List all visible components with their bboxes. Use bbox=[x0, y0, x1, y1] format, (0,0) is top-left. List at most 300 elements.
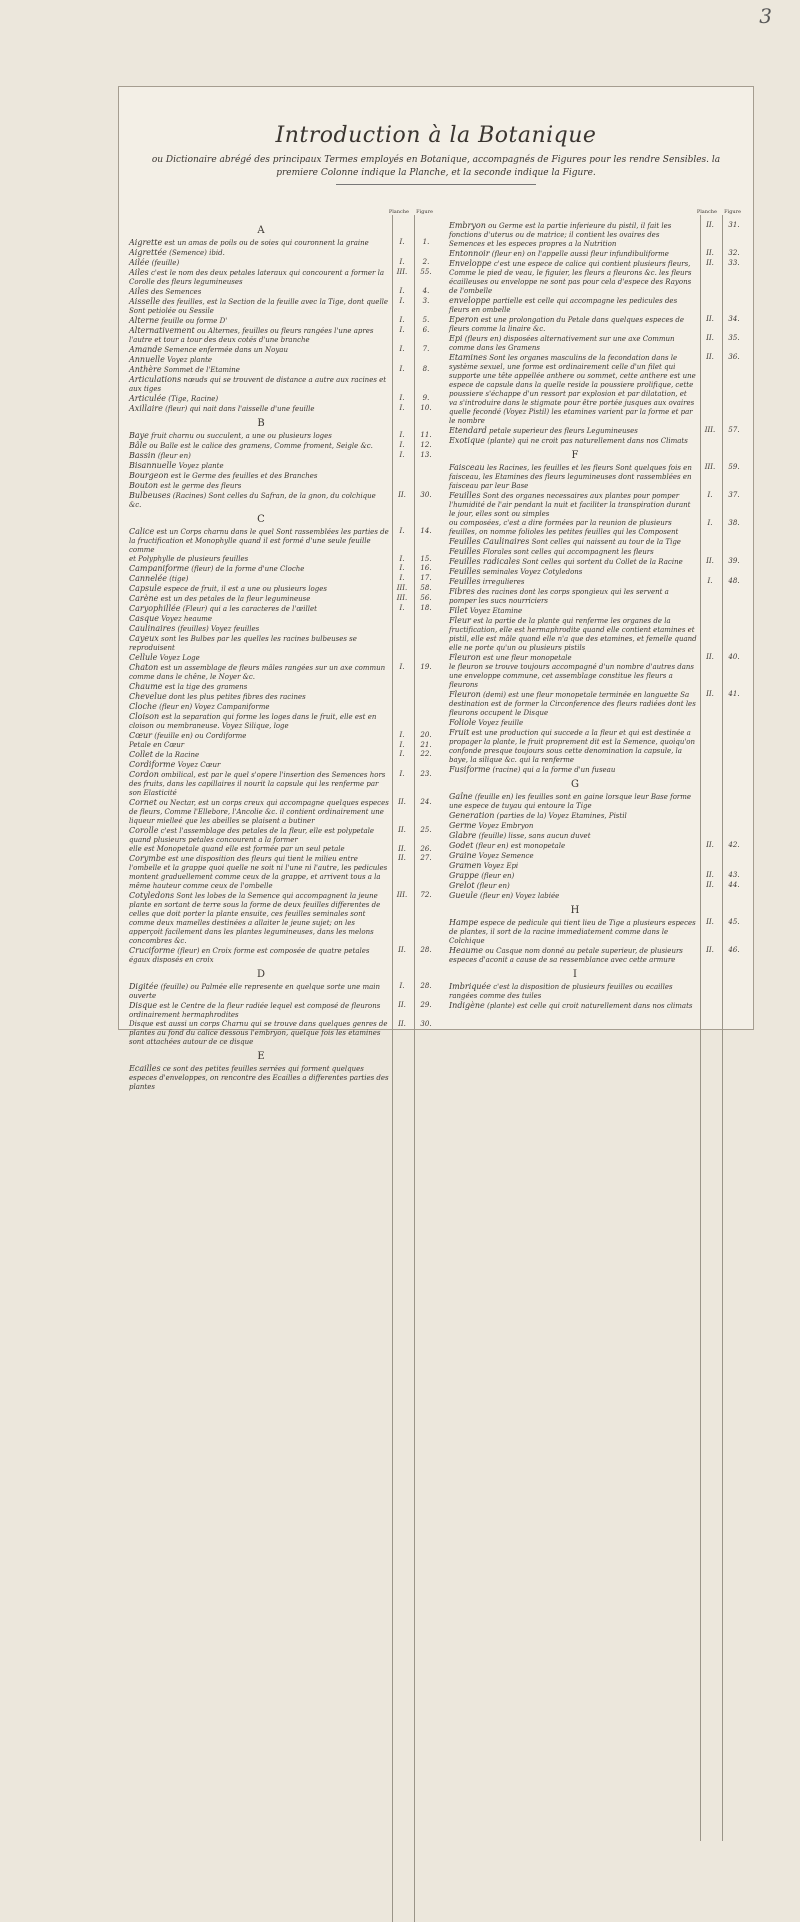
entry-term: Alterne bbox=[129, 316, 159, 325]
entry-definition: (fleur en) bbox=[157, 452, 191, 460]
plate-header: Planche bbox=[696, 209, 717, 215]
plate-number: II. bbox=[706, 881, 714, 889]
entry-definition: partielle est celle qui accompagne les pedicules des fleurs en ombelle bbox=[449, 297, 678, 314]
glossary-entry bbox=[449, 249, 745, 259]
entry-definition: c'est la disposition de plusieurs feuilles ou ecailles rangées comme des tuiles bbox=[449, 983, 673, 1000]
plate-number: II. bbox=[398, 854, 406, 862]
entry-definition: (fleur) de la forme d'une Cloche bbox=[191, 565, 305, 573]
plate-number: II. bbox=[398, 946, 406, 954]
plate-number: I. bbox=[399, 731, 405, 739]
entry-definition: (racine) qui a la forme d'un fuseau bbox=[492, 766, 616, 774]
right-column-header bbox=[449, 205, 745, 221]
glossary-entry bbox=[449, 296, 745, 315]
entry-definition: ou Germe est la partie inferieure du pistil, il fait les fonctions d'uterus ou de matrice; il contient les ovaires des Semences et les especes propres a la Nutrition bbox=[449, 222, 672, 248]
entry-term: Baye bbox=[129, 431, 149, 440]
entry-definition: petale superieur des fleurs Legumineuses bbox=[489, 427, 638, 435]
page-subtitle: ou Dictionaire abrégé des principaux Termes employés en Botanique, accompagnés de Figures pour les rendre Sensibles. la premiere Colonne indique la Planche, et la seconde indique la Figure. bbox=[151, 155, 721, 178]
plate-number: I. bbox=[399, 451, 405, 459]
entry-definition: irregulieres bbox=[482, 578, 525, 586]
glossary-entry bbox=[129, 527, 437, 555]
entry-definition: (fleur en) bbox=[476, 882, 510, 890]
entry-term: Calice bbox=[129, 527, 155, 536]
figure-number: 22. bbox=[420, 750, 432, 758]
entry-term: Ecailles bbox=[129, 1064, 161, 1073]
figure-number: 56. bbox=[420, 594, 432, 602]
entry-definition: (Fleur) qui a les caracteres de l'œillet bbox=[182, 605, 317, 613]
glossary-entry bbox=[129, 653, 437, 663]
glossary-entry bbox=[129, 258, 437, 268]
entry-definition: (Tige, Racine) bbox=[168, 395, 219, 403]
figure-number: 32. bbox=[728, 249, 740, 257]
entry-term: Entonnoir bbox=[449, 249, 490, 258]
plate-number: I. bbox=[399, 431, 405, 439]
glossary-entry bbox=[449, 851, 745, 861]
letter-heading: C bbox=[257, 514, 265, 525]
entry-definition: des racines dont les corps spongieux qui les servent a pomper les sucs nourriciers bbox=[449, 588, 669, 605]
glossary-entry bbox=[449, 946, 745, 965]
figure-number: 42. bbox=[728, 841, 740, 849]
entry-definition: est la separation qui forme les loges dans le fruit, elle est en cloison ou membraneuse. Voyez Silique, loge bbox=[129, 713, 377, 730]
entry-definition: c'est une espece de calice qui contient plusieurs fleurs, Comme le pied de veau, le figuier, les fleurs a fleurons &c. les fleurs écailleuses ou enveloppe ne sont pas pour cela d'espece des Rayons de l'ombelle bbox=[449, 260, 692, 295]
plate-number: II. bbox=[398, 491, 406, 499]
entry-term: Casque bbox=[129, 614, 160, 623]
glossary-entry bbox=[129, 692, 437, 702]
entry-definition: Voyez plante bbox=[167, 356, 213, 364]
plate-number: I. bbox=[399, 770, 405, 778]
figure-number: 38. bbox=[728, 519, 740, 527]
plate-number: II. bbox=[706, 334, 714, 342]
plate-number: I. bbox=[399, 663, 405, 671]
glossary-entry bbox=[129, 248, 437, 258]
glossary-entry bbox=[449, 718, 745, 728]
title-rule bbox=[336, 184, 536, 185]
entry-definition: et Polyphylle de plusieurs feuilles bbox=[129, 555, 249, 563]
entry-definition: Florales sont celles qui accompagnent les fleurs bbox=[482, 548, 654, 556]
glossary-entry bbox=[129, 326, 437, 345]
glossary-entry bbox=[449, 606, 745, 616]
entry-term: Cœur bbox=[129, 731, 153, 740]
glossary-entry bbox=[129, 431, 437, 441]
entry-definition: (feuille) ou Palmée elle represente en quelque sorte une main ouverte bbox=[129, 983, 381, 1000]
plate-number: I. bbox=[399, 238, 405, 246]
left-column-header bbox=[129, 205, 437, 221]
plate-number: III. bbox=[396, 268, 408, 276]
entry-term: Ailée bbox=[129, 258, 150, 267]
entry-term: Fleuron bbox=[449, 653, 481, 662]
plate-number: I. bbox=[399, 326, 405, 334]
figure-number: 6. bbox=[422, 326, 430, 334]
plate-number: III. bbox=[704, 463, 716, 471]
entry-definition: (feuille en) les feuilles sont en gaine lorsque leur Base forme une espece de tuyau qui entoure la Tige bbox=[449, 793, 692, 810]
entry-definition: est une disposition des fleurs qui tient le milieu entre l'ombelle et la grappe quoi quelle ne soit ni l'une ni l'autre, les pedicules montent graduellement comme ceux de la grappe, et arrivent tous a la même hauteur comme ceux de l'ombelle bbox=[129, 855, 388, 890]
figure-number: 40. bbox=[728, 653, 740, 661]
entry-term: Digitée bbox=[129, 982, 159, 991]
figure-number: 34. bbox=[728, 315, 740, 323]
entry-term: Bulbeuses bbox=[129, 491, 171, 500]
glossary-entry bbox=[129, 404, 437, 414]
plate-number: II. bbox=[706, 315, 714, 323]
letter-heading: A bbox=[257, 225, 265, 236]
plate-number: I. bbox=[399, 750, 405, 758]
page-number: 3 bbox=[759, 4, 772, 28]
entry-definition: (plante) est celle qui croit naturellement dans nos climats bbox=[486, 1002, 693, 1010]
figure-number: 25. bbox=[420, 826, 432, 834]
entry-term: Gramen bbox=[449, 861, 482, 870]
letter-heading: B bbox=[257, 418, 265, 429]
entry-definition: (Racines) Sont celles du Safran, de la gnon, du colchique &c. bbox=[129, 492, 376, 509]
plate-number: I. bbox=[399, 564, 405, 572]
entry-term: Anthère bbox=[129, 365, 162, 374]
entry-definition: ou Balle est le calice des gramens, Comme froment, Seigle &c. bbox=[149, 442, 373, 450]
entry-term: Bourgeon bbox=[129, 471, 169, 480]
glossary-entry bbox=[129, 712, 437, 731]
figure-number: 17. bbox=[420, 574, 432, 582]
entry-term: Grelot bbox=[449, 881, 475, 890]
plate-number: II. bbox=[706, 653, 714, 661]
entry-term: Annuelle bbox=[129, 355, 165, 364]
glossary-entry bbox=[129, 891, 437, 946]
figure-number: 72. bbox=[420, 891, 432, 899]
figure-number: 5. bbox=[422, 316, 430, 324]
figure-number: 29. bbox=[420, 1001, 432, 1009]
page-title: Introduction à la Botanique bbox=[275, 123, 597, 148]
entry-term: Articulée bbox=[129, 394, 167, 403]
letter-heading: G bbox=[571, 779, 579, 790]
glossary-entry bbox=[129, 394, 437, 404]
figure-number: 57. bbox=[728, 426, 740, 434]
entry-definition: Sont celles qui sortent du Collet de la Racine bbox=[522, 558, 683, 566]
figure-number: 21. bbox=[420, 741, 432, 749]
figure-header: Figure bbox=[416, 209, 433, 215]
entry-definition: (fleur en) on l'appelle aussi fleur infundibuliforme bbox=[491, 250, 669, 258]
entry-term: Feuilles radicales bbox=[449, 557, 520, 566]
entry-definition: Semence enfermée dans un Noyau bbox=[164, 346, 288, 354]
entry-definition: c'est l'assemblage des petales de la fleur, elle est polypetale quand plusieurs petales concourent a la former bbox=[129, 827, 375, 844]
plate-number: III. bbox=[396, 891, 408, 899]
plate-number: I. bbox=[707, 491, 713, 499]
left-entries bbox=[129, 225, 437, 1092]
entry-definition: les Racines, les feuilles et les fleurs Sont quelques fois en faisceau, les Etamines des fleurs legumineuses dont rassemblées en faisceau par leur Base bbox=[449, 464, 692, 490]
letter-heading: I bbox=[573, 969, 577, 980]
entry-term: Caulinaires bbox=[129, 624, 176, 633]
glossary-entry bbox=[449, 557, 745, 567]
glossary-entry bbox=[449, 811, 745, 821]
plate-number: I. bbox=[399, 555, 405, 563]
entry-definition: ombilical, est par le quel s'opere l'insertion des Semences hors des fruits, dans les capillaires il nourit la capsule qui les renferme par son Elasticité bbox=[129, 771, 386, 797]
figure-number: 2. bbox=[422, 258, 430, 266]
plate-number: I. bbox=[399, 404, 405, 412]
figure-number: 24. bbox=[420, 798, 432, 806]
entry-definition: Sont les lobes de la Semence qui accompagnent la jeune plante en sortant de terre sous la forme de deux feuilles differentes de celles que doit porter la plante ensuite, ces feuilles seminales sont comme deux mamelles destinées a allaiter le jeune sujet; on les apperçoit facilement dans les plantes legumineuses, dans les melons concombres &c. bbox=[129, 892, 381, 945]
glossary-entry bbox=[129, 594, 437, 604]
entry-definition: Sommet de l'Etamine bbox=[163, 366, 240, 374]
entry-term: Aisselle bbox=[129, 297, 161, 306]
entry-term: Indigène bbox=[449, 1001, 485, 1010]
entry-definition: est un assemblage de fleurs mâles rangées sur un axe commun comme dans le chêne, le Noyer &c. bbox=[129, 664, 386, 681]
glossary-entry bbox=[449, 861, 745, 871]
plate-number: I. bbox=[707, 577, 713, 585]
glossary-entry bbox=[449, 221, 745, 249]
glossary-entry bbox=[449, 690, 745, 718]
entry-definition: des Semences bbox=[150, 288, 202, 296]
entry-definition: Voyez heaume bbox=[161, 615, 212, 623]
glossary-entry bbox=[129, 268, 437, 287]
glossary-entry bbox=[449, 537, 745, 547]
glossary-entry bbox=[449, 663, 745, 690]
entry-term: Foliole bbox=[449, 718, 477, 727]
entry-term: Graine bbox=[449, 851, 477, 860]
entry-term: Cellule bbox=[129, 653, 158, 662]
figure-number: 14. bbox=[420, 527, 432, 535]
entry-definition: ou Casque nom donné au petale superieur, de plusieurs especes d'aconit a cause de sa ressemblance avec cette armure bbox=[449, 947, 683, 964]
entry-definition: est le Centre de la fleur radiée lequel est composé de fleurons ordinairement hermaphrodites bbox=[129, 1002, 381, 1019]
glossary-entry bbox=[449, 871, 745, 881]
glossary-entry bbox=[129, 826, 437, 845]
entry-definition: (tige) bbox=[169, 575, 189, 583]
entry-definition: Petale en Cœur bbox=[129, 741, 185, 749]
glossary-entry bbox=[129, 604, 437, 614]
plate-number: II. bbox=[706, 353, 714, 361]
glossary-entry bbox=[449, 841, 745, 851]
entry-term: Cruciforme bbox=[129, 946, 176, 955]
glossary-entry bbox=[129, 614, 437, 624]
entry-term: Grappe bbox=[449, 871, 479, 880]
entry-definition: Voyez Etamine bbox=[469, 607, 523, 615]
entry-term: Faisceau bbox=[449, 463, 485, 472]
entry-definition: est un des petales de la fleur legumineuse bbox=[160, 595, 311, 603]
glossary-entry bbox=[129, 750, 437, 760]
figure-number: 4. bbox=[422, 287, 430, 295]
figure-number: 28. bbox=[420, 946, 432, 954]
plate-number: II. bbox=[706, 690, 714, 698]
entry-term: Corymbe bbox=[129, 854, 166, 863]
figure-number: 35. bbox=[728, 334, 740, 342]
right-column bbox=[449, 205, 745, 1011]
entry-term: Feuilles bbox=[449, 491, 481, 500]
glossary-entry bbox=[129, 461, 437, 471]
entry-definition: espece de pedicule qui tient lieu de Tige a plusieurs especes de plantes, il sort de la racine immediatement comme dans le Colchique bbox=[449, 919, 696, 945]
glossary-entry bbox=[129, 731, 437, 741]
glossary-entry bbox=[449, 891, 745, 901]
glossary-entry bbox=[129, 682, 437, 692]
glossary-entry bbox=[449, 353, 745, 426]
entry-term: Cordiforme bbox=[129, 760, 176, 769]
entry-definition: (fleur en) est monopetale bbox=[475, 842, 566, 850]
entry-term: Feuilles bbox=[449, 567, 481, 576]
entry-term: Caryophillée bbox=[129, 604, 181, 613]
plate-number: I. bbox=[399, 297, 405, 305]
entry-term: Cloche bbox=[129, 702, 157, 711]
glossary-entry bbox=[129, 584, 437, 594]
figure-number: 20. bbox=[420, 731, 432, 739]
entry-term: Cloison bbox=[129, 712, 160, 721]
entry-term: Fleuron bbox=[449, 690, 481, 699]
entry-term: Cannelée bbox=[129, 574, 167, 583]
entry-definition: est un Corps charnu dans le quel Sont rassemblées les parties de la fructification et Monophylle quand il est formé d'une seule feuille comme bbox=[129, 528, 389, 554]
figure-number: 9. bbox=[422, 394, 430, 402]
glossary-entry bbox=[129, 441, 437, 451]
entry-definition: (feuille) bbox=[151, 259, 180, 267]
plate-number: II. bbox=[706, 946, 714, 954]
entry-definition: elle est Monopetale quand elle est formée par un seul petale bbox=[129, 845, 345, 853]
letter-heading: F bbox=[571, 450, 579, 461]
plate-number: I. bbox=[399, 527, 405, 535]
figure-number: 13. bbox=[420, 451, 432, 459]
left-column bbox=[129, 205, 437, 1092]
entry-definition: des feuilles, est la Section de la feuille avec la Tige, dont quelle Sont petiolée ou Sessile bbox=[129, 298, 389, 315]
entry-definition: seminales Voyez Cotyledons bbox=[482, 568, 583, 576]
figure-number: 10. bbox=[420, 404, 432, 412]
entry-term: Eperon bbox=[449, 315, 479, 324]
glossary-entry bbox=[449, 426, 745, 436]
plate-number: II. bbox=[398, 1020, 406, 1028]
plate-number: I. bbox=[399, 258, 405, 266]
figure-number: 30. bbox=[420, 491, 432, 499]
figure-number: 26. bbox=[420, 845, 432, 853]
figure-number: 36. bbox=[728, 353, 740, 361]
plate-number: II. bbox=[706, 871, 714, 879]
glossary-entry bbox=[129, 555, 437, 564]
entry-definition: Voyez Embryon bbox=[478, 822, 534, 830]
figure-number: 27. bbox=[420, 854, 432, 862]
glossary-entry bbox=[129, 770, 437, 798]
glossary-entry bbox=[449, 463, 745, 491]
entry-definition: (feuille en) ou Cordiforme bbox=[154, 732, 247, 740]
entry-definition: sont les Bulbes par les quelles les racines bulbeuses se reproduisent bbox=[129, 635, 357, 652]
glossary-entry bbox=[449, 259, 745, 296]
plate-number: I. bbox=[399, 441, 405, 449]
glossary-entry bbox=[449, 519, 745, 537]
entry-definition: (fleur en) bbox=[481, 872, 515, 880]
plate-number: II. bbox=[706, 249, 714, 257]
entry-definition: est une prolongation du Petale dans quelques especes de fleurs comme la linaire &c. bbox=[449, 316, 685, 333]
figure-number: 19. bbox=[420, 663, 432, 671]
entry-term: Feuilles bbox=[449, 547, 481, 556]
entry-term: Bâle bbox=[129, 441, 147, 450]
plate-number: I. bbox=[399, 604, 405, 612]
glossary-entry bbox=[129, 1001, 437, 1020]
entry-definition: (Semence) ibid. bbox=[169, 249, 225, 257]
entry-definition: est la tige des gramens bbox=[164, 683, 248, 691]
letter-heading: E bbox=[257, 1051, 265, 1062]
plate-number: I. bbox=[399, 345, 405, 353]
entry-definition: ce sont des petites feuilles serrées qui forment quelques especes d'enveloppes, on rencontre des Ecailles a differentes parties des plantes bbox=[129, 1065, 389, 1091]
entry-definition: dont les plus petites fibres des racines bbox=[168, 693, 306, 701]
right-entries bbox=[449, 221, 745, 1011]
entry-definition: (demi) est une fleur monopetale terminée en languette Sa destination est de former la Circonference des fleurs radiées dont les fleurons occupent le Disque bbox=[449, 691, 696, 717]
figure-number: 37. bbox=[728, 491, 740, 499]
entry-term: Epi bbox=[449, 334, 463, 343]
entry-term: Glabre bbox=[449, 831, 477, 840]
plate-number: III. bbox=[704, 426, 716, 434]
entry-definition: Disque est aussi un corps Charnu qui se trouve dans quelques genres de plantes au fond du calice dessous l'embryon, quelque fois les etamines sont attachées autour de ce disque bbox=[129, 1020, 388, 1046]
glossary-entry bbox=[129, 1064, 437, 1092]
glossary-entry bbox=[129, 345, 437, 355]
figure-number: 16. bbox=[420, 564, 432, 572]
plate-number: II. bbox=[398, 845, 406, 853]
entry-definition: est une fleur monopetale bbox=[483, 654, 572, 662]
glossary-entry bbox=[449, 491, 745, 519]
plate-header: Planche bbox=[388, 209, 409, 215]
plate-number: I. bbox=[399, 365, 405, 373]
figure-number: 30. bbox=[420, 1020, 432, 1028]
entry-term: Ailes bbox=[129, 287, 149, 296]
entry-definition: est un amas de poils ou de soies qui couronnent la graine bbox=[164, 239, 369, 247]
entry-definition: ou Alternes, feuilles ou fleurs rangées l'une apres l'autre et tour a tour des deux cotés d'une branche bbox=[129, 327, 374, 344]
plate-number: II. bbox=[706, 557, 714, 565]
entry-term: Gueule bbox=[449, 891, 478, 900]
plate-number: II. bbox=[398, 826, 406, 834]
glossary-entry bbox=[129, 845, 437, 854]
figure-number: 43. bbox=[728, 871, 740, 879]
entry-term: Godet bbox=[449, 841, 474, 850]
entry-term: Fruit bbox=[449, 728, 470, 737]
entry-term: Articulations bbox=[129, 375, 182, 384]
glossary-entry bbox=[129, 451, 437, 461]
glossary-entry bbox=[449, 792, 745, 811]
figure-number: 1. bbox=[422, 238, 430, 246]
entry-term: Exotique bbox=[449, 436, 485, 445]
entry-term: Embryon bbox=[449, 221, 486, 230]
glossary-entry bbox=[129, 297, 437, 316]
entry-term: Feuilles bbox=[449, 577, 481, 586]
plate-number: I. bbox=[399, 316, 405, 324]
glossary-entry bbox=[129, 238, 437, 248]
figure-number: 15. bbox=[420, 555, 432, 563]
entry-term: Corolle bbox=[129, 826, 159, 835]
entry-term: Chevelue bbox=[129, 692, 167, 701]
entry-definition: (fleur en) Voyez Campaniforme bbox=[159, 703, 270, 711]
entry-definition: ou composées, c'est a dire formées par la reunion de plusieurs feuilles, on nomme folioles les petites feuilles qui les Composent bbox=[449, 519, 679, 536]
entry-term: Bassin bbox=[129, 451, 156, 460]
entry-definition: Voyez Loge bbox=[159, 654, 200, 662]
plate-number: II. bbox=[706, 918, 714, 926]
glossary-entry bbox=[129, 741, 437, 750]
entry-term: Cordon bbox=[129, 770, 159, 779]
figure-number: 45. bbox=[728, 918, 740, 926]
entry-term: Aigrette bbox=[129, 238, 163, 247]
entry-definition: Sont des organes necessaires aux plantes pour pomper l'humidité de l'air pendant la nuit et faciliter la transpiration durant le jour, elles sont ou simples bbox=[449, 492, 691, 518]
entry-definition: est une production qui succede a la fleur et qui est destinée a propager la plante, le fruit proprement dit est la Semence, quoiqu'on confonde presque toujours sous cette denomination la capsule, la baye, la silique &c. qui la renferme bbox=[449, 729, 695, 764]
entry-term: Axillaire bbox=[129, 404, 163, 413]
plate-number: I. bbox=[399, 394, 405, 402]
glossary-entry bbox=[449, 577, 745, 587]
letter-heading: D bbox=[256, 969, 266, 980]
glossary-entry bbox=[129, 564, 437, 574]
glossary-entry bbox=[129, 375, 437, 394]
entry-term: Enveloppe bbox=[449, 259, 492, 268]
entry-term: Heaume bbox=[449, 946, 483, 955]
plate-number: I. bbox=[399, 287, 405, 295]
glossary-entry bbox=[129, 702, 437, 712]
glossary-entry bbox=[449, 982, 745, 1001]
entry-definition: le fleuron se trouve toujours accompagné d'un nombre d'autres dans une enveloppe commune, cet assemblage constitue les fleurs a fleurons bbox=[449, 663, 695, 689]
plate-number: II. bbox=[706, 221, 714, 229]
entry-term: Etamines bbox=[449, 353, 487, 362]
glossary-entry bbox=[449, 315, 745, 334]
glossary-entry bbox=[129, 287, 437, 297]
entry-definition: Voyez Semence bbox=[478, 852, 534, 860]
entry-definition: est la partie de la plante qui renferme les organes de la fructification, elle est hermaphrodite quand elle contient etamines et pistil, elle est mâle quand elle n'a que des etamines, et femelle quand elle ne porte qu'un ou plusieurs pistils bbox=[449, 617, 697, 652]
plate-number: II. bbox=[398, 1001, 406, 1009]
glossary-entry bbox=[129, 365, 437, 375]
entry-term: Aigrettée bbox=[129, 248, 167, 257]
entry-definition: de la Racine bbox=[155, 751, 200, 759]
figure-number: 23. bbox=[420, 770, 432, 778]
glossary-entry bbox=[129, 854, 437, 891]
glossary-entry bbox=[449, 881, 745, 891]
figure-number: 46. bbox=[728, 946, 740, 954]
